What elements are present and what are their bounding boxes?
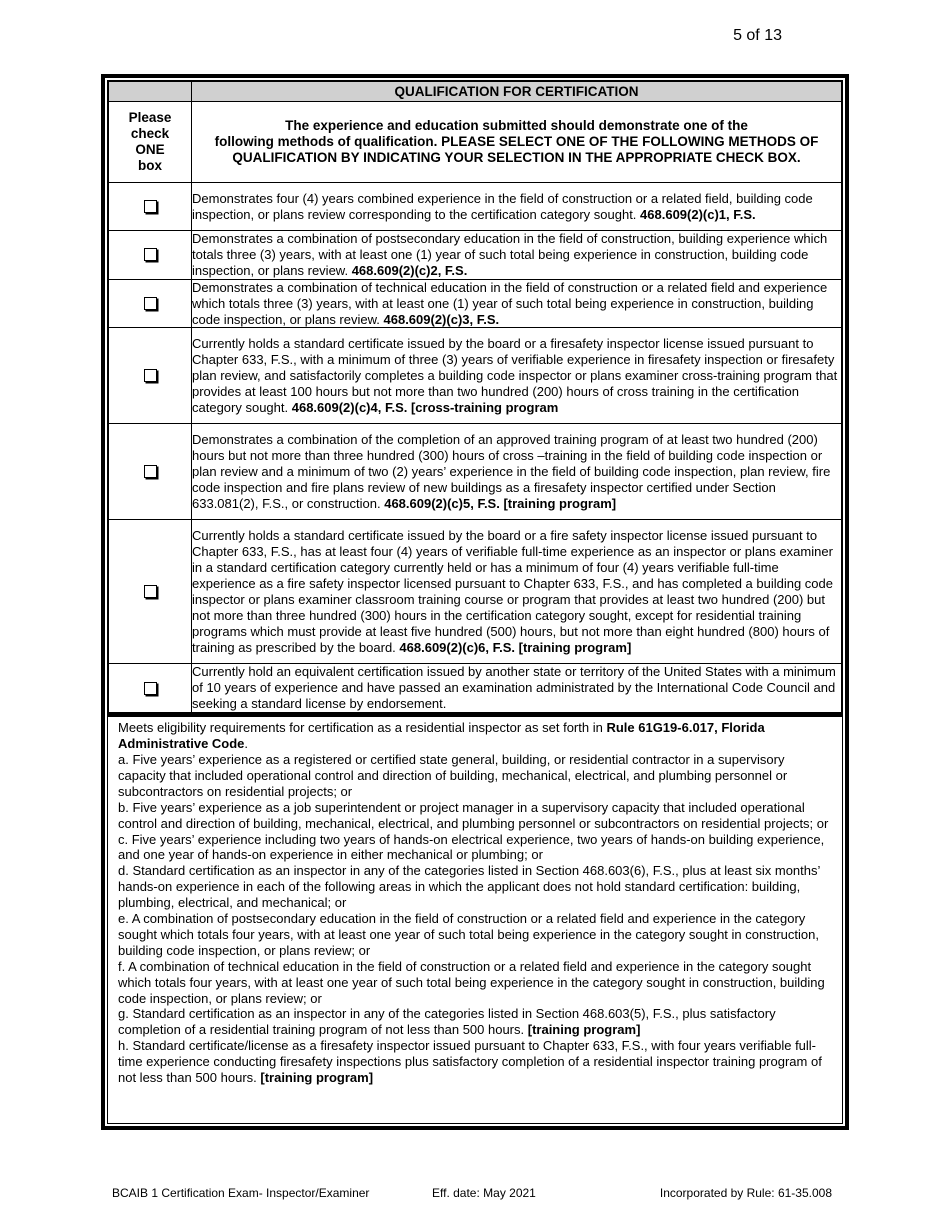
option-6-checkbox[interactable] xyxy=(144,585,157,598)
option-description: Demonstrates four (4) years combined experience in the field of construction or a related field, building code inspection, or plans review corresponding to the certification category sought. xyxy=(192,190,813,222)
item-text: f. A combination of technical education in the field of construction or a related field and experience in the category sought which totals four years, with at least one year of such total being experience in the category sought in construction, building code inspection, or plans review; or xyxy=(118,958,825,1006)
option-checkbox-cell xyxy=(109,183,192,231)
option-checkbox-cell xyxy=(109,664,192,713)
option-2-text xyxy=(192,231,842,280)
option-2-checkbox[interactable] xyxy=(144,248,157,261)
footer-rule: Incorporated by Rule: 61-35.008 xyxy=(659,1186,832,1200)
option-row xyxy=(109,664,842,713)
residential-item-b xyxy=(118,800,833,832)
instruction-row xyxy=(109,102,842,183)
option-citation: 468.609(2)(c)5, F.S. [training program] xyxy=(384,495,617,511)
residential-item-e xyxy=(118,911,833,959)
option-checkbox-cell xyxy=(109,328,192,424)
table-header-row xyxy=(109,82,842,102)
option-5-text xyxy=(192,424,842,520)
instruction-line: QUALIFICATION BY INDICATING YOUR SELECTION IN THE APPROPRIATE CHECK BOX. xyxy=(232,150,801,165)
residential-requirements xyxy=(108,717,842,1086)
residential-item-c xyxy=(118,832,833,864)
residential-item-f xyxy=(118,959,833,1007)
please-check-line: box xyxy=(137,158,162,173)
option-citation: 468.609(2)(c)2, F.S. xyxy=(351,262,468,278)
option-1-text xyxy=(192,183,842,231)
intro-end: . xyxy=(244,736,249,752)
option-citation: 468.609(2)(c)6, F.S. [training program] xyxy=(399,639,632,655)
option-checkbox-cell xyxy=(109,520,192,664)
item-text: e. A combination of postsecondary education in the field of construction or a related field and experience in the category sought which totals four years, with at least one year of such total being experience in the category sought in construction, building code inspection, or plans review; or xyxy=(118,911,819,958)
instruction-line: The experience and education submitted should demonstrate one of the xyxy=(285,118,748,133)
option-row xyxy=(109,183,842,231)
option-row xyxy=(109,328,842,424)
option-description: Currently hold an equivalent certification issued by another state or territory of the United States with a minimum of 10 years of experience and have passed an examination administrated by the International Code Council and seeking a standard license by endorsement. xyxy=(192,664,836,712)
option-3-checkbox[interactable] xyxy=(144,297,157,310)
footer-effective-date: Eff. date: May 2021 xyxy=(432,1186,536,1200)
please-check-label xyxy=(109,102,192,183)
option-7-text xyxy=(192,664,842,713)
instructions xyxy=(192,102,842,183)
option-description: Currently holds a standard certificate issued by the board or a firesafety inspector license issued pursuant to Chapter 633, F.S., with a minimum of three (3) years of verifiable experience in firesafety inspection or firesafety plan review, and satisfactorily completes a building code inspector or plans examiner cross-training program that provides at least 100 hours but not more than two hundred (200) hours of cross training in the certification category sought. xyxy=(192,336,838,415)
qualification-table xyxy=(108,81,842,713)
item-text: d. Standard certification as an inspector in any of the categories listed in Section 468.603(6), F.S., plus at least six months’ hands-on experience in each of the following areas in which the applicant does not hold standard certification: building, plumbing, electrical, and mechanical; or xyxy=(118,863,820,911)
residential-intro xyxy=(118,720,833,752)
option-3-text xyxy=(192,279,842,328)
option-4-text xyxy=(192,328,842,424)
qualification-form-inner xyxy=(107,80,843,1124)
qualification-form-frame xyxy=(101,74,849,1130)
header-blank-cell xyxy=(109,82,192,102)
residential-item-d xyxy=(118,863,833,911)
table-title: QUALIFICATION FOR CERTIFICATION xyxy=(192,82,842,102)
item-text: g. Standard certification as an inspector in any of the categories listed in Section 468.603(5), F.S., plus satisfactory completion of a residential training program of not less than 500 hours. xyxy=(118,1006,776,1038)
item-text: c. Five years’ experience including two years of hands-on electrical experience, two years of hands-on building experience, and one year of hands-on experience in either mechanical or plumbing; or xyxy=(118,831,825,863)
option-description: Currently holds a standard certificate issued by the board or a fire safety inspector license issued pursuant to Chapter 633, F.S., has at least four (4) years of verifiable full-time experience as an inspector or plans examiner in a standard certification category currently held or has a minimum of four (4) years verifiable full-time experience as a fire safety inspector licensed pursuant to Chapter 633, F.S., and has completed a building code inspector or plans examiner classroom training course or program that provides at least two hundred (200) but not more than three hundred (300) hours in the certification category sought, except for residential training programs which must provide at least five hundred (500) hours, but not more than eight hundred (800) hours of training as prescribed by the board. xyxy=(192,528,833,655)
option-row xyxy=(109,424,842,520)
option-6-text xyxy=(192,520,842,664)
please-check-line: ONE xyxy=(135,142,165,157)
option-checkbox-cell xyxy=(109,279,192,328)
option-row xyxy=(109,279,842,328)
instruction-line: following methods of qualification. PLEASE SELECT ONE OF THE FOLLOWING METHODS OF xyxy=(214,134,819,149)
option-7-checkbox[interactable] xyxy=(144,682,157,695)
residential-item-a xyxy=(118,752,833,800)
option-description: Demonstrates a combination of the completion of an approved training program of at least two hundred (200) hours but not more than three hundred (300) hours of cross –training in the field of building code inspection or plan review and a minimum of two (2) years’ experience in the field of building code inspection, plan review, fire code inspection and fire plans review of new buildings as a firesafety inspector certified under Section 633.081(2), F.S., or construction. xyxy=(192,432,831,511)
option-citation: 468.609(2)(c)4, F.S. [cross-training program xyxy=(291,399,559,415)
item-bold-note: [training program] xyxy=(527,1022,641,1038)
option-citation: 468.609(2)(c)1, F.S. xyxy=(640,206,756,222)
page-number: 5 of 13 xyxy=(733,27,782,44)
residential-item-h xyxy=(118,1038,833,1086)
option-citation: 468.609(2)(c)3, F.S. xyxy=(383,311,500,327)
residential-item-g xyxy=(118,1006,833,1038)
option-checkbox-cell xyxy=(109,424,192,520)
please-check-line: check xyxy=(130,126,170,141)
footer-exam-title: BCAIB 1 Certification Exam- Inspector/Examiner xyxy=(112,1186,370,1200)
option-checkbox-cell xyxy=(109,231,192,280)
please-check-line: Please xyxy=(128,110,172,125)
option-1-checkbox[interactable] xyxy=(144,200,157,213)
option-4-checkbox[interactable] xyxy=(144,369,157,382)
option-description: Demonstrates a combination of technical education in the field of construction or a related field and experience which totals three (3) years, with at least one (1) year of such total being experience in construction, building code inspection, or plans review. xyxy=(192,279,828,327)
option-5-checkbox[interactable] xyxy=(144,465,157,478)
option-row xyxy=(109,520,842,664)
rule-citation: Rule 61G19-6.017, Florida Administrative Code xyxy=(118,720,765,752)
intro-text: Meets eligibility requirements for certification as a residential inspector as set forth in xyxy=(118,720,607,736)
item-text: h. Standard certificate/license as a firesafety inspector issued pursuant to Chapter 633, F.S., with four years verifiable full-time experience conducting firesafety inspections plus satisfactory completion of a residential inspector training program of not less than 500 hours. xyxy=(118,1038,822,1086)
item-text: a. Five years’ experience as a registered or certified state general, building, or residential contractor in a supervisory capacity that included operational control and direction of building, mechanical, electrical, and plumbing personnel or subcontractors on residential projects; or xyxy=(118,751,788,799)
option-row xyxy=(109,231,842,280)
option-description: Demonstrates a combination of postsecondary education in the field of construction, building experience which totals three (3) years, with at least one (1) year of such total being experience in construction, building code inspection, or plans review. xyxy=(192,231,828,278)
item-text: b. Five years’ experience as a job superintendent or project manager in a supervisory capacity that included operational control and direction of building, mechanical, electrical, and plumbing personnel or subcontractors on residential projects; or xyxy=(118,799,829,831)
item-bold-note: [training program] xyxy=(260,1070,374,1086)
